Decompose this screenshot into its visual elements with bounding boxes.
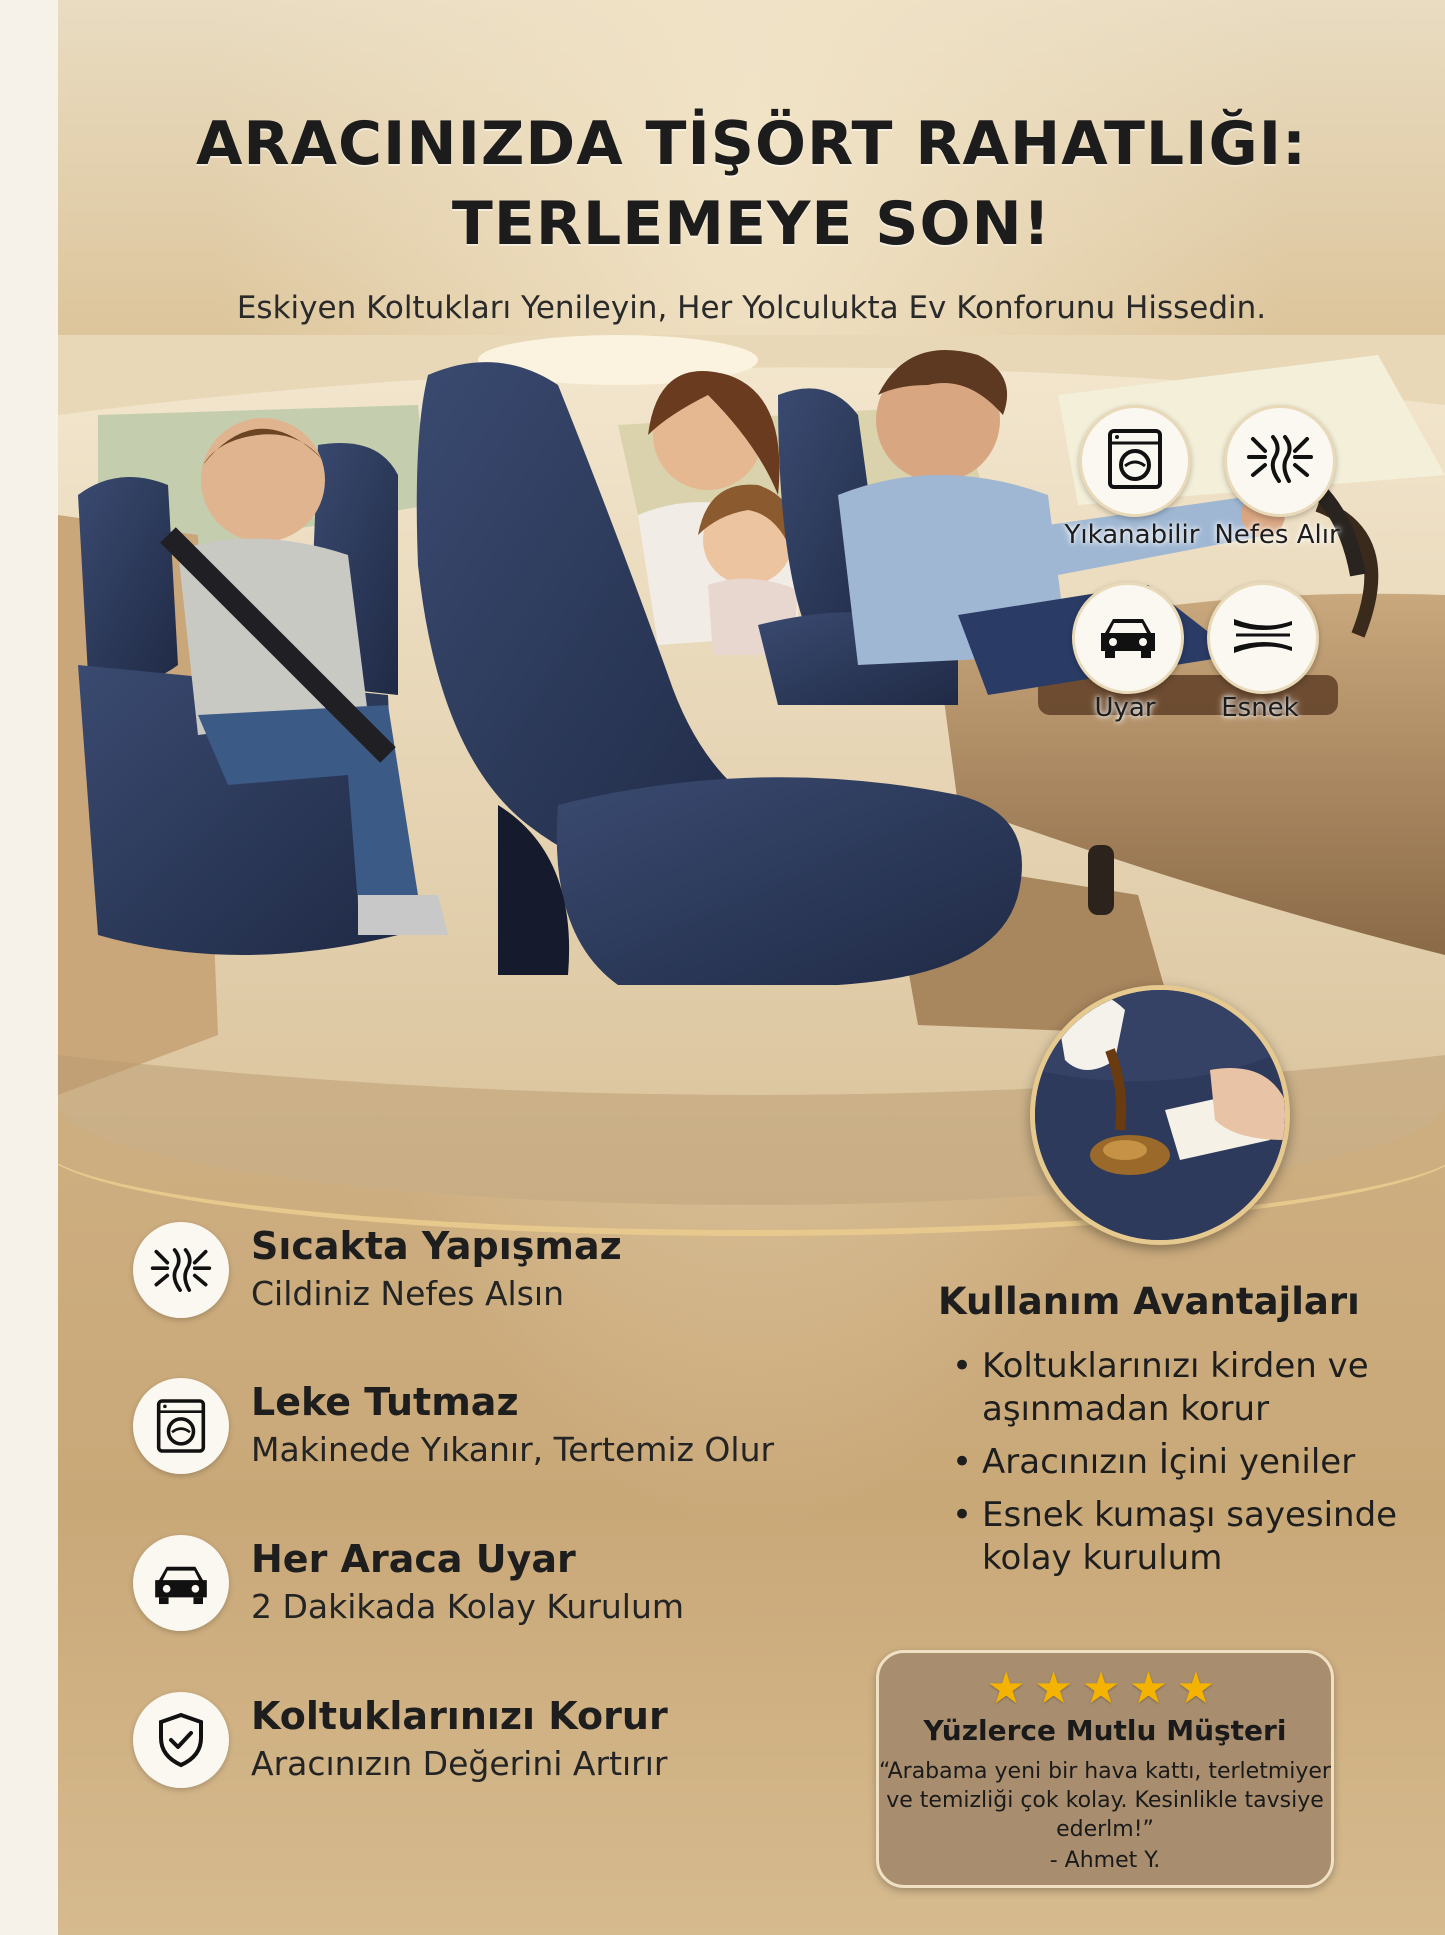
advantages-list	[948, 1345, 1428, 1590]
car-icon	[133, 1535, 229, 1631]
washing-machine-icon	[1107, 428, 1163, 494]
review-author: - Ahmet Y.	[1049, 1848, 1161, 1873]
feature-title: Sıcakta Yapışmaz	[251, 1224, 622, 1268]
stretch-icon	[1230, 613, 1296, 663]
ad-page	[58, 0, 1445, 1935]
feature-title: Her Araca Uyar	[251, 1537, 576, 1581]
feature-subtitle: Cildiniz Nefes Alsın	[251, 1274, 565, 1313]
feature-title: Koltuklarınızı Korur	[251, 1694, 668, 1738]
badge-breathable-label: Nefes Alır	[1214, 520, 1340, 550]
review-quote: “Arabama yeni bir hava kattı, terletmiyer ve temizliği çok kolay. Kesinlikle tavsiye ederlm!”	[879, 1759, 1331, 1842]
shield-check-icon	[133, 1692, 229, 1788]
badge-washable	[1079, 405, 1191, 517]
washing-machine-icon	[133, 1378, 229, 1474]
advantages-title: Kullanım Avantajları	[938, 1280, 1360, 1323]
headline-line1: ARACINIZDA TİŞÖRT RAHATLIĞI:	[195, 109, 1308, 179]
star-rating-icon: ★★★★★	[986, 1663, 1224, 1714]
headline-line2: TERLEMEYE SON!	[451, 189, 1052, 259]
customer-review-card	[876, 1650, 1334, 1888]
feature-item	[133, 1378, 893, 1488]
badge-breathable	[1224, 405, 1336, 517]
feature-subtitle: 2 Dakikada Kolay Kurulum	[251, 1587, 685, 1626]
badge-washable-label: Yıkanabilir	[1064, 520, 1200, 550]
headline	[58, 104, 1445, 264]
feature-item	[133, 1222, 893, 1332]
advantage-item: • Aracınızın İçini yeniler	[948, 1441, 1428, 1484]
badge-fits	[1072, 582, 1184, 694]
stain-demo-inset	[1030, 985, 1290, 1245]
review-title: Yüzlerce Mutlu Müşteri	[923, 1714, 1287, 1747]
breathable-icon	[133, 1222, 229, 1318]
feature-item	[133, 1535, 893, 1645]
subtitle: Eskiyen Koltukları Yenileyin, Her Yolculukta Ev Konforunu Hissedin.	[236, 290, 1267, 326]
breathable-icon	[1245, 429, 1315, 493]
advantage-item: • Esnek kumaşı sayesinde kolay kurulum	[948, 1494, 1428, 1580]
badge-stretch	[1207, 582, 1319, 694]
car-icon	[1097, 613, 1159, 663]
feature-title: Leke Tutmaz	[251, 1380, 519, 1424]
badge-fits-label: Uyar	[1094, 693, 1156, 723]
advantage-item: • Koltuklarınızı kirden ve aşınmadan korur	[948, 1345, 1428, 1431]
feature-subtitle: Makinede Yıkanır, Tertemiz Olur	[251, 1430, 775, 1469]
badge-stretch-label: Esnek	[1221, 693, 1299, 723]
feature-item	[133, 1692, 893, 1802]
feature-subtitle: Aracınızın Değerini Artırır	[251, 1744, 668, 1783]
